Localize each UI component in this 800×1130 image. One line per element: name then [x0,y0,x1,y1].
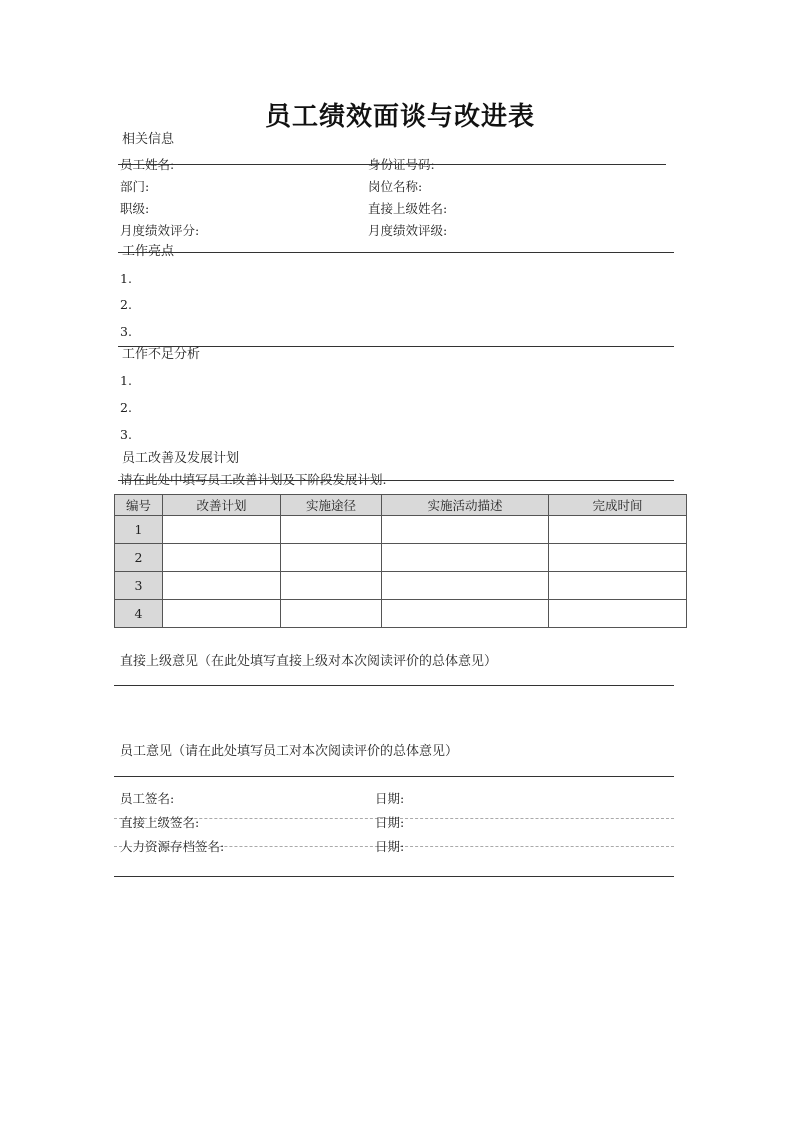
section-divider [118,252,674,253]
table-row [115,516,687,544]
weakness-item-2: 2. [120,400,132,415]
row-number: 3 [115,572,163,600]
column-header: 改善计划 [163,495,281,516]
table-cell[interactable] [163,544,281,572]
page-title: 员工绩效面谈与改进表 [264,102,535,132]
table-cell[interactable] [549,572,687,600]
section-plan-heading: 员工改善及发展计划 [122,451,240,466]
plan-instruction: 请在此处中填写员工改善计划及下阶段发展计划. [120,472,387,487]
table-cell[interactable] [281,600,382,628]
strike-line [118,164,666,165]
table-cell[interactable] [382,516,549,544]
table-cell[interactable] [163,600,281,628]
row-number: 2 [115,544,163,572]
employee-name-label: 员工姓名: [120,157,175,172]
column-header: 实施活动描述 [382,495,549,516]
manager-name-label: 直接上级姓名: [368,201,448,216]
table-cell[interactable] [163,572,281,600]
table-cell[interactable] [163,516,281,544]
table-row [115,600,687,628]
section-weakness-heading: 工作不足分析 [122,347,201,362]
column-header: 完成时间 [549,495,687,516]
manager-opinion-heading: 直接上级意见（在此处填写直接上级对本次阅读评价的总体意见） [120,654,498,669]
table-cell[interactable] [281,516,382,544]
level-label: 职级: [120,201,150,216]
highlight-item-2: 2. [120,297,132,312]
weakness-item-3: 3. [120,427,132,442]
table-cell[interactable] [382,600,549,628]
table-row [115,572,687,600]
table-cell[interactable] [281,544,382,572]
date-label: 日期: [375,791,405,806]
section-info-heading: 相关信息 [122,132,175,147]
table-row [115,544,687,572]
row-number: 4 [115,600,163,628]
highlight-item-3: 3. [120,324,132,339]
column-header: 编号 [115,495,163,516]
id-number-label: 身份证号码: [368,157,435,172]
improvement-plan-table [114,494,687,628]
column-header: 实施途径 [281,495,382,516]
employee-signature-label: 员工签名: [120,791,175,806]
strike-line [118,480,674,481]
hr-signature-label: 人力资源存档签名: [120,839,225,854]
table-cell[interactable] [549,544,687,572]
date-label: 日期: [375,839,405,854]
section-divider [114,776,674,777]
date-label: 日期: [375,815,405,830]
section-divider [114,685,674,686]
highlight-item-1: 1. [120,271,132,286]
table-header-row [115,495,687,516]
weakness-item-1: 1. [120,373,132,388]
employee-opinion-heading: 员工意见（请在此处填写员工对本次阅读评价的总体意见） [120,744,459,759]
table-cell[interactable] [281,572,382,600]
section-divider [118,346,674,347]
monthly-grade-label: 月度绩效评级: [368,223,448,238]
table-cell[interactable] [549,516,687,544]
row-number: 1 [115,516,163,544]
manager-signature-label: 直接上级签名: [120,815,200,830]
table-cell[interactable] [382,544,549,572]
department-label: 部门: [120,179,150,194]
section-divider [114,876,674,877]
section-highlights-heading: 工作亮点 [122,244,175,259]
table-cell[interactable] [382,572,549,600]
monthly-score-label: 月度绩效评分: [120,223,200,238]
position-label: 岗位名称: [368,179,423,194]
table-cell[interactable] [549,600,687,628]
